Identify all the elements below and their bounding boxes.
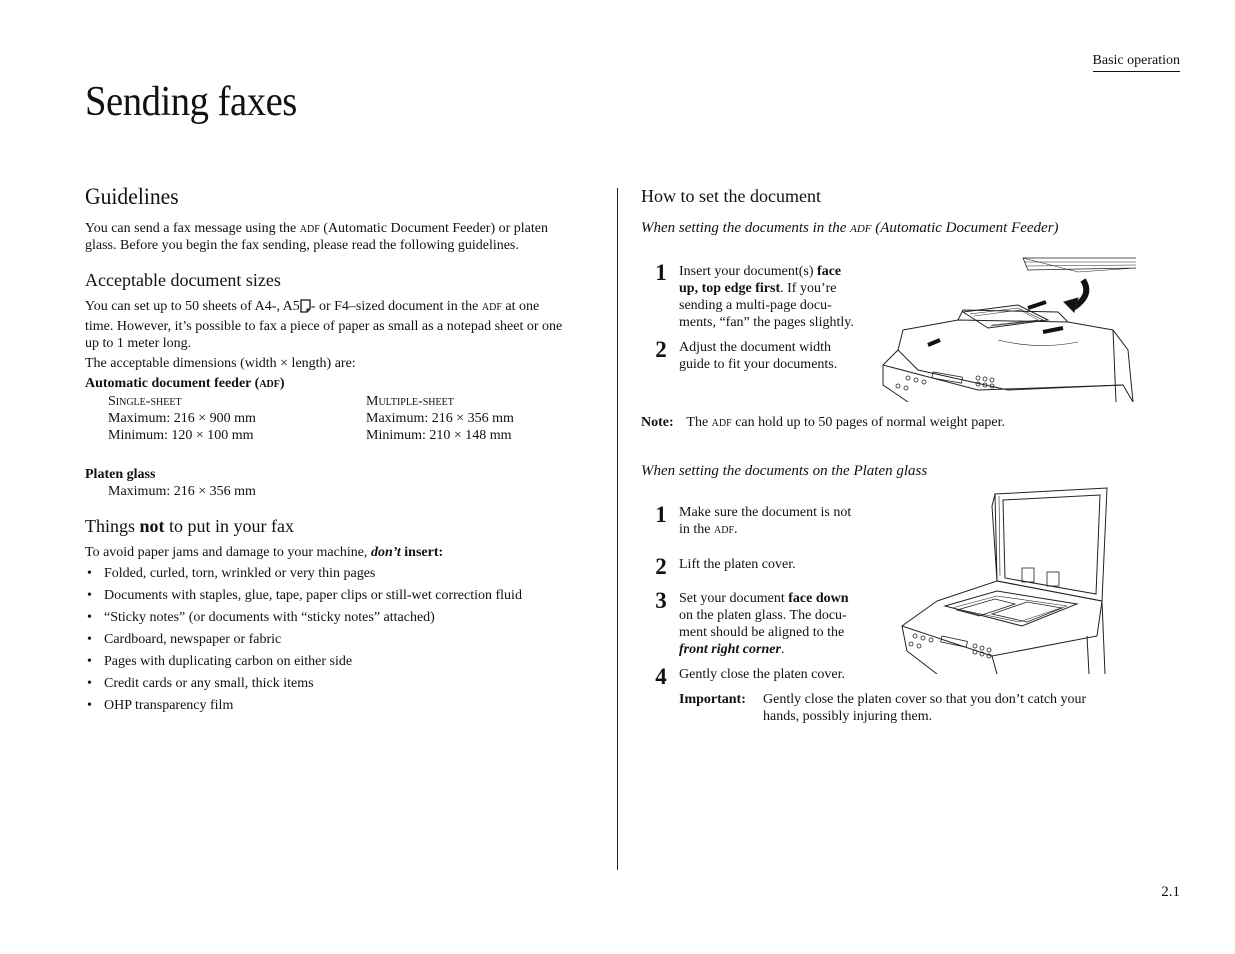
howto-heading: How to set the document (641, 186, 821, 206)
dimensions-intro: The acceptable dimensions (width × length) are: (85, 356, 356, 371)
step-number: 1 (655, 502, 667, 527)
adf-subheading: When setting the documents in the adf (Automatic Document Feeder) (641, 220, 1059, 236)
multi-sheet-block: Multiple-sheet Maximum: 216 × 356 mm Minimum: 210 × 148 mm (366, 394, 514, 443)
platen-step-4: Gently close the platen cover. (679, 667, 845, 682)
platen-step-1: Make sure the document is not in the adf. (679, 505, 852, 537)
step-number: 4 (655, 664, 667, 689)
step-number: 2 (655, 554, 667, 579)
step-number: 2 (655, 337, 667, 362)
portrait-page-icon (300, 299, 311, 318)
sizes-heading: Acceptable document sizes (85, 270, 281, 290)
sizes-paragraph: You can set up to 50 sheets of A4-, A5 - or F4–sized document in the adf at one time. However, it’s possible to fax a piece of paper as small as a notepad sheet or one up to 1 meter long. (85, 299, 563, 351)
platen-step-2: Lift the platen cover. (679, 557, 796, 572)
platen-dimensions-heading: Platen glass (85, 467, 156, 482)
step-number: 1 (655, 260, 667, 285)
important-label: Important: (679, 692, 746, 707)
page-number: 2.1 (1161, 884, 1180, 900)
list-item: • Folded, curled, torn, wrinkled or very thin pages (85, 566, 605, 588)
fax-adf-illustration (878, 250, 1136, 407)
list-item: • OHP transparency film (85, 698, 605, 720)
adf-note: Note: The adf can hold up to 50 pages of normal weight paper. (641, 415, 1006, 430)
section-label: Basic operation (1093, 53, 1180, 72)
guidelines-heading: Guidelines (85, 184, 179, 209)
guidelines-intro: You can send a fax message using the adf (Automatic Document Feeder) or platen glass. Before you begin the fax sending, please read the following guidelines. (85, 221, 548, 253)
page-title: Sending faxes (85, 79, 297, 125)
platen-step-3: Set your document face down on the platen glass. The docu- ment should be aligned to the front right corner. (679, 591, 849, 657)
list-item: • Documents with staples, glue, tape, paper clips or still-wet correction fluid (85, 588, 605, 610)
list-item: • Pages with duplicating carbon on either side (85, 654, 605, 676)
adf-dimensions-heading: Automatic document feeder (adf) (85, 376, 285, 391)
notput-list (85, 566, 605, 720)
step-number: 3 (655, 588, 667, 613)
column-divider (617, 188, 618, 870)
platen-subheading: When setting the documents on the Platen glass (641, 463, 928, 479)
list-item: • Credit cards or any small, thick items (85, 676, 605, 698)
list-item: • “Sticky notes” (or documents with “sticky notes” attached) (85, 610, 605, 632)
platen-dimensions: Maximum: 216 × 356 mm (108, 484, 256, 499)
note-label: Note: (641, 415, 674, 430)
notput-heading: Things not to put in your fax (85, 516, 295, 536)
important-text: Gently close the platen cover so that you don’t catch your hands, possibly injuring them. (763, 692, 1087, 724)
adf-step-2: Adjust the document width guide to fit your documents. (679, 340, 838, 372)
adf-step-1: Insert your document(s) face up, top edge first. If you’re sending a multi-page docu- ments, “fan” the pages slightly. (679, 264, 854, 330)
list-item: • Cardboard, newspaper or fabric (85, 632, 605, 654)
notput-intro: To avoid paper jams and damage to your machine, don’t insert: (85, 545, 444, 560)
single-sheet-block: Single-sheet Maximum: 216 × 900 mm Minimum: 120 × 100 mm (108, 394, 256, 443)
fax-platen-illustration (897, 486, 1109, 679)
